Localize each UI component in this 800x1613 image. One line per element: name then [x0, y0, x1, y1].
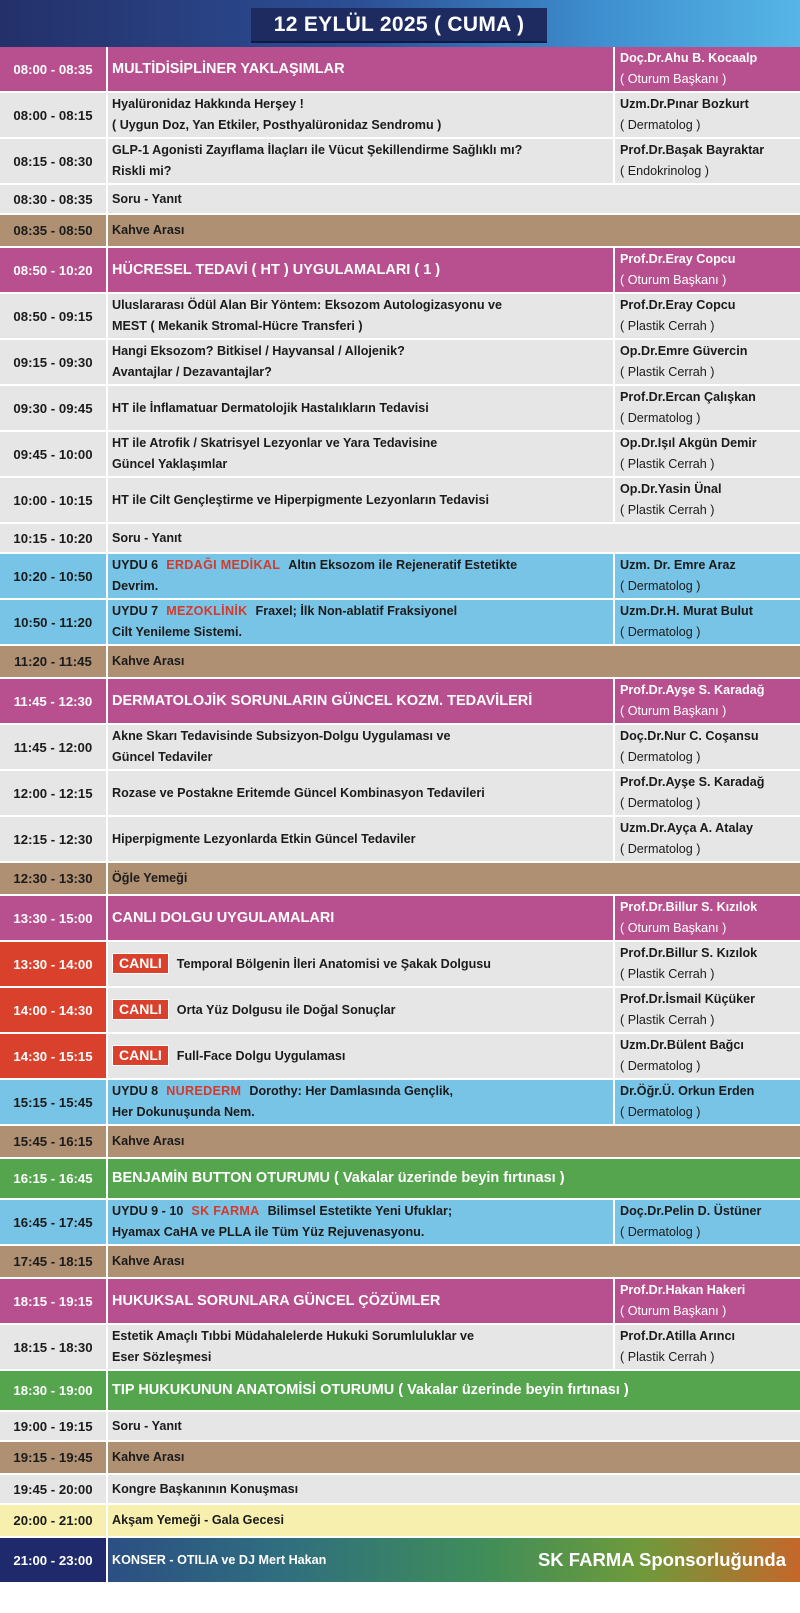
topic — [108, 432, 613, 476]
speaker — [615, 679, 800, 723]
topic-text: Soru - Yanıt — [112, 191, 182, 206]
speaker-name: Prof.Dr.Billur S. Kızılok — [620, 946, 758, 960]
sponsor-brand: SK FARMA — [191, 1204, 260, 1218]
topic-text: Güncel Yaklaşımlar — [112, 457, 228, 471]
topic — [108, 340, 613, 384]
time-slot: 14:30 - 15:15 — [0, 1034, 106, 1078]
topic-line — [112, 726, 613, 747]
speaker-role: ( Dermatolog ) — [620, 579, 701, 593]
topic-text: Orta Yüz Dolgusu ile Doğal Sonuçlar — [176, 1003, 396, 1017]
topic — [108, 1246, 800, 1277]
topic-text: Kahve Arası — [112, 223, 185, 237]
time-slot: 12:00 - 12:15 — [13, 785, 93, 801]
speaker — [615, 139, 800, 183]
time-slot: 08:00 - 08:15 — [13, 107, 93, 123]
schedule-row-break — [0, 863, 800, 896]
time-slot: 08:50 - 09:15 — [13, 308, 93, 324]
speaker-role: ( Endokrinolog ) — [620, 164, 709, 178]
live-badge: CANLI — [112, 1045, 169, 1066]
topic-text: TIP HUKUKUNUN ANATOMİSİ OTURUMU ( Vakalar üzerinde beyin fırtınası ) — [112, 1382, 629, 1398]
schedule-row-talk — [0, 478, 800, 524]
topic-text: HÜCRESEL TEDAVİ ( HT ) UYGULAMALARI ( 1 ) — [112, 261, 441, 278]
topic — [108, 1442, 800, 1473]
topic-text: Akne Skarı Tedavisinde Subsizyon-Dolgu Uygulaması ve — [112, 729, 451, 743]
speaker — [615, 294, 800, 338]
schedule-row-green — [0, 1159, 800, 1200]
schedule-row-talk — [0, 1325, 800, 1371]
topic-line — [112, 1131, 800, 1152]
topic — [108, 1325, 613, 1369]
speaker-name: Uzm.Dr.H. Murat Bulut — [620, 604, 753, 618]
speaker — [615, 554, 800, 598]
topic-text: Kahve Arası — [112, 654, 185, 668]
schedule-row-talk — [0, 432, 800, 478]
topic — [108, 1200, 613, 1244]
topic-text: Avantajlar / Dezavantajlar? — [112, 365, 272, 379]
topic — [108, 942, 613, 986]
time-slot: 10:15 - 10:20 — [13, 530, 93, 546]
speaker-role: ( Plastik Cerrah ) — [620, 1350, 715, 1364]
time-slot: 18:30 - 19:00 — [13, 1383, 93, 1398]
topic — [108, 1126, 800, 1157]
topic-line — [112, 999, 613, 1021]
speaker-name: Prof.Dr.Atilla Arıncı — [620, 1329, 735, 1343]
schedule-row-talk — [0, 340, 800, 386]
topic — [108, 139, 613, 183]
speaker — [615, 432, 800, 476]
topic — [108, 215, 800, 246]
time-slot: 15:15 - 15:45 — [13, 1094, 93, 1110]
topic-line — [112, 1416, 800, 1437]
speaker-name: Uzm. Dr. Emre Araz — [620, 558, 736, 572]
speaker-name: Prof.Dr.Billur S. Kızılok — [620, 900, 758, 914]
sponsor-brand: NUREDERM — [166, 1084, 242, 1098]
topic — [108, 524, 800, 552]
topic-text: HT ile Cilt Gençleştirme ve Hiperpigmente Lezyonların Tedavisi — [112, 492, 489, 507]
time-slot: 10:20 - 10:50 — [13, 568, 93, 584]
topic — [108, 1080, 613, 1124]
time-slot: 11:45 - 12:00 — [13, 739, 93, 755]
topic-text: Fraxel; İlk Non-ablatif Fraksiyonel — [255, 604, 458, 618]
time-slot: 12:15 - 12:30 — [13, 831, 93, 847]
time-slot: 19:15 - 19:45 — [13, 1450, 93, 1465]
time-slot: 18:15 - 19:15 — [13, 1293, 93, 1309]
topic-line — [112, 1347, 613, 1368]
schedule-row-break — [0, 1246, 800, 1279]
topic-line — [112, 454, 613, 475]
schedule-row-talk — [0, 386, 800, 432]
topic — [108, 294, 613, 338]
time-slot: 08:35 - 08:50 — [13, 223, 93, 238]
speaker-name: Uzm.Dr.Ayça A. Atalay — [620, 821, 753, 835]
concert-sponsor: SK FARMA Sponsorluğunda — [537, 1549, 786, 1570]
topic-text: BENJAMİN BUTTON OTURUMU ( Vakalar üzerinde beyin fırtınası ) — [112, 1170, 565, 1186]
speaker-role: ( Dermatolog ) — [620, 796, 701, 810]
speaker-name: Prof.Dr.Eray Copcu — [620, 298, 736, 312]
topic-line — [112, 601, 613, 622]
speaker-role: ( Dermatolog ) — [620, 411, 701, 425]
topic-text: Akşam Yemeği - Gala Gecesi — [112, 1513, 284, 1527]
topic-line — [112, 528, 800, 549]
schedule-row-session — [0, 248, 800, 294]
satellite-label: UYDU 9 - 10 — [112, 1204, 184, 1218]
schedule-row-talk — [0, 817, 800, 863]
topic-text: Hiperpigmente Lezyonlarda Etkin Güncel Tedaviler — [112, 831, 416, 846]
time-slot: 20:00 - 21:00 — [13, 1513, 93, 1528]
schedule-row-talk — [0, 93, 800, 139]
topic-line — [112, 316, 613, 337]
speaker-name: Uzm.Dr.Pınar Bozkurt — [620, 97, 749, 111]
topic — [108, 386, 613, 430]
time-slot: 09:30 - 09:45 — [13, 400, 93, 416]
speaker-role: ( Plastik Cerrah ) — [620, 457, 715, 471]
speaker-role: ( Dermatolog ) — [620, 625, 701, 639]
topic-line — [112, 1251, 800, 1272]
time-slot: 08:15 - 08:30 — [13, 153, 93, 169]
topic-line — [112, 1081, 613, 1102]
speaker-role: ( Dermatolog ) — [620, 1105, 701, 1119]
time-slot: 17:45 - 18:15 — [13, 1254, 93, 1269]
time-slot: 08:00 - 08:35 — [13, 61, 93, 77]
topic-text: Öğle Yemeği — [112, 871, 188, 885]
topic-text: HT ile İnflamatuar Dermatolojik Hastalıkların Tedavisi — [112, 400, 429, 415]
speaker-role: ( Oturum Başkanı ) — [620, 704, 727, 718]
satellite-label: UYDU 7 — [112, 604, 159, 618]
time-slot: 16:45 - 17:45 — [13, 1214, 93, 1230]
time-slot: 13:30 - 14:00 — [0, 942, 106, 986]
topic-line — [112, 59, 613, 80]
topic — [108, 478, 613, 522]
topic-line — [112, 94, 613, 115]
speaker — [615, 817, 800, 861]
topic — [108, 1279, 613, 1323]
time-slot: 16:15 - 16:45 — [13, 1171, 93, 1186]
topic-text: Hyalüronidaz Hakkında Herşey ! — [112, 97, 304, 111]
schedule-row-break — [0, 1126, 800, 1159]
topic-text: Kahve Arası — [112, 1134, 185, 1148]
speaker — [615, 47, 800, 91]
schedule-row-satellite — [0, 1200, 800, 1246]
sponsor-brand: ERDAĞI MEDİKAL — [166, 558, 281, 572]
schedule-row-talk — [0, 725, 800, 771]
speaker — [615, 340, 800, 384]
topic-text: Cilt Yenileme Sistemi. — [112, 625, 242, 639]
topic-line — [112, 868, 800, 889]
speaker-role: ( Oturum Başkanı ) — [620, 72, 727, 86]
topic-text: KONSER - OTILIA ve DJ Mert Hakan — [112, 1552, 327, 1567]
topic-text: Dorothy: Her Damlasında Gençlik, — [249, 1084, 454, 1098]
speaker-role: ( Dermatolog ) — [620, 750, 701, 764]
topic-line — [112, 555, 613, 576]
topic-text: ( Uygun Doz, Yan Etkiler, Posthyalüronidaz Sendromu ) — [112, 118, 442, 132]
speaker-name: Doç.Dr.Pelin D. Üstüner — [620, 1204, 762, 1218]
topic-line — [112, 115, 613, 136]
topic-text: Hyamax CaHA ve PLLA ile Tüm Yüz Rejuvenasyonu. — [112, 1225, 425, 1239]
schedule-row-yellow — [0, 1505, 800, 1538]
schedule-row-break — [0, 646, 800, 679]
topic-line — [112, 651, 800, 672]
topic — [108, 1412, 800, 1440]
topic-line — [112, 829, 613, 850]
topic-line — [112, 220, 800, 241]
topic-line — [112, 1380, 800, 1401]
topic-line — [112, 341, 613, 362]
topic-line — [112, 398, 613, 419]
topic-line — [112, 908, 613, 929]
schedule-row-break — [0, 215, 800, 248]
topic — [108, 554, 613, 598]
speaker-name: Doç.Dr.Nur C. Coşansu — [620, 729, 759, 743]
topic-line — [112, 1447, 800, 1468]
topic — [108, 988, 613, 1032]
topic-text: Soru - Yanıt — [112, 1418, 182, 1433]
speaker — [615, 896, 800, 940]
topic — [108, 679, 613, 723]
topic-line — [112, 362, 613, 383]
satellite-label: UYDU 6 — [112, 558, 159, 572]
topic — [108, 725, 613, 769]
speaker — [615, 1279, 800, 1323]
time-slot: 19:45 - 20:00 — [13, 1481, 93, 1497]
time-slot: 12:30 - 13:30 — [13, 871, 93, 886]
topic-line — [112, 1045, 613, 1067]
speaker — [615, 1200, 800, 1244]
speaker — [615, 600, 800, 644]
topic-text: Eser Sözleşmesi — [112, 1350, 212, 1364]
schedule-row-talk — [0, 771, 800, 817]
topic-line — [112, 1479, 800, 1500]
topic — [108, 93, 613, 137]
speaker — [615, 1325, 800, 1369]
topic-line — [112, 1201, 613, 1222]
topic-text: DERMATOLOJİK SORUNLARIN GÜNCEL KOZM. TEDAVİLERİ — [112, 692, 533, 709]
time-slot: 11:45 - 12:30 — [13, 693, 93, 709]
speaker-role: ( Dermatolog ) — [620, 118, 701, 132]
schedule-row-break — [0, 1442, 800, 1475]
topic — [108, 896, 613, 940]
topic-line — [112, 433, 613, 454]
speaker-role: ( Oturum Başkanı ) — [620, 273, 727, 287]
schedule-row-session — [0, 47, 800, 93]
topic — [108, 817, 613, 861]
time-slot: 09:15 - 09:30 — [13, 354, 93, 370]
topic-line — [112, 1222, 613, 1243]
topic-line — [112, 783, 613, 804]
live-badge: CANLI — [112, 953, 169, 974]
topic — [108, 863, 800, 894]
speaker — [615, 248, 800, 292]
time-slot: 13:30 - 15:00 — [13, 910, 93, 926]
topic-text: Temporal Bölgenin İleri Anatomisi ve Şakak Dolgusu — [176, 957, 491, 971]
topic-text: Bilimsel Estetikte Yeni Ufuklar; — [267, 1204, 453, 1218]
time-slot: 09:45 - 10:00 — [13, 446, 93, 462]
topic-text: HT ile Atrofik / Skatrisyel Lezyonlar ve Yara Tedavisine — [112, 436, 438, 450]
speaker-name: Uzm.Dr.Bülent Bağcı — [620, 1038, 744, 1052]
speaker-role: ( Dermatolog ) — [620, 842, 701, 856]
topic-text: Kahve Arası — [112, 1450, 185, 1464]
schedule-row-session — [0, 679, 800, 725]
speaker-name: Prof.Dr.Eray Copcu — [620, 252, 736, 266]
speaker — [615, 1080, 800, 1124]
schedule-row-live — [0, 942, 800, 988]
topic-line — [112, 953, 613, 975]
schedule-row-talk — [0, 294, 800, 340]
topic-text: Rozase ve Postakne Eritemde Güncel Kombinasyon Tedavileri — [112, 785, 485, 800]
topic-text: Uluslararası Ödül Alan Bir Yöntem: Eksozom Autologizasyonu ve — [112, 298, 503, 312]
topic-line — [112, 161, 613, 182]
topic-text: Devrim. — [112, 579, 159, 593]
speaker-role: ( Oturum Başkanı ) — [620, 1304, 727, 1318]
schedule-row-talk — [0, 185, 800, 215]
time-slot: 10:50 - 11:20 — [13, 614, 93, 630]
schedule-row-session — [0, 1279, 800, 1325]
topic — [108, 771, 613, 815]
time-slot: 18:15 - 18:30 — [13, 1339, 93, 1355]
time-slot: 08:50 - 10:20 — [13, 262, 93, 278]
speaker — [615, 988, 800, 1032]
topic-text: MEST ( Mekanik Stromal-Hücre Transferi ) — [112, 319, 363, 333]
topic-text: Full-Face Dolgu Uygulaması — [176, 1049, 346, 1063]
speaker-role: ( Plastik Cerrah ) — [620, 365, 715, 379]
speaker-name: Doç.Dr.Ahu B. Kocaalp — [620, 51, 758, 65]
topic-line — [112, 1291, 613, 1312]
topic-line — [112, 1510, 800, 1531]
speaker-role: ( Dermatolog ) — [620, 1225, 701, 1239]
schedule-row-talk — [0, 1412, 800, 1442]
topic-line — [112, 747, 613, 768]
topic-line — [112, 295, 613, 316]
schedule-row-satellite — [0, 554, 800, 600]
topic — [108, 1159, 800, 1198]
speaker-name: Op.Dr.Işıl Akgün Demir — [620, 436, 757, 450]
speaker — [615, 386, 800, 430]
speaker-role: ( Dermatolog ) — [620, 1059, 701, 1073]
topic — [108, 1034, 613, 1078]
speaker-name: Prof.Dr.Başak Bayraktar — [620, 143, 765, 157]
speaker-role: ( Plastik Cerrah ) — [620, 503, 715, 517]
topic-text: Soru - Yanıt — [112, 530, 182, 545]
speaker — [615, 93, 800, 137]
speaker — [615, 725, 800, 769]
speaker — [615, 478, 800, 522]
topic-line — [112, 1102, 613, 1123]
topic — [108, 600, 613, 644]
topic-text: Hangi Eksozom? Bitkisel / Hayvansal / Allojenik? — [112, 344, 405, 358]
schedule-row-live — [0, 988, 800, 1034]
topic-text: Riskli mi? — [112, 164, 172, 178]
topic-text: Kahve Arası — [112, 1254, 185, 1268]
speaker-role: ( Plastik Cerrah ) — [620, 967, 715, 981]
topic — [108, 185, 800, 213]
topic — [108, 1371, 800, 1410]
topic-text: CANLI DOLGU UYGULAMALARI — [112, 909, 335, 926]
topic-text: Altın Eksozom ile Rejeneratif Estetikte — [288, 558, 518, 572]
live-badge: CANLI — [112, 999, 169, 1020]
schedule-row-concert — [0, 1538, 800, 1584]
schedule-row-talk — [0, 1475, 800, 1505]
schedule-row-live — [0, 1034, 800, 1080]
topic — [108, 1505, 800, 1536]
topic-text: Her Dokunuşunda Nem. — [112, 1105, 255, 1119]
schedule-row-green — [0, 1371, 800, 1412]
speaker — [615, 771, 800, 815]
schedule-row-session — [0, 896, 800, 942]
topic-text: GLP-1 Agonisti Zayıflama İlaçları ile Vücut Şekillendirme Sağlıklı mı? — [112, 143, 523, 157]
sponsor-brand: MEZOKLİNİK — [166, 604, 248, 618]
satellite-label: UYDU 8 — [112, 1084, 159, 1098]
schedule-row-satellite — [0, 1080, 800, 1126]
time-slot: 10:00 - 10:15 — [13, 492, 93, 508]
topic-line — [112, 260, 613, 281]
topic-line — [112, 189, 800, 210]
speaker-role: ( Plastik Cerrah ) — [620, 1013, 715, 1027]
speaker — [615, 942, 800, 986]
topic — [108, 646, 800, 677]
topic-text: Kongre Başkanının Konuşması — [112, 1481, 299, 1496]
speaker-name: Prof.Dr.Ayşe S. Karadağ — [620, 775, 765, 789]
page-title: 12 EYLÜL 2025 ( CUMA ) — [251, 8, 547, 43]
topic-line — [112, 490, 613, 511]
topic-line — [112, 691, 613, 712]
speaker-name: Op.Dr.Emre Güvercin — [620, 344, 748, 358]
speaker-name: Prof.Dr.Ayşe S. Karadağ — [620, 683, 765, 697]
schedule-row-talk — [0, 524, 800, 554]
schedule-row-talk — [0, 139, 800, 185]
time-slot: 14:00 - 14:30 — [0, 988, 106, 1032]
time-slot: 08:30 - 08:35 — [13, 191, 93, 207]
topic-line — [112, 140, 613, 161]
schedule-row-satellite — [0, 600, 800, 646]
page-header — [0, 0, 800, 47]
topic — [108, 1475, 800, 1503]
topic-line — [112, 576, 613, 597]
time-slot: 19:00 - 19:15 — [13, 1418, 93, 1434]
topic-text: Güncel Tedaviler — [112, 750, 213, 764]
time-slot: 21:00 - 23:00 — [0, 1538, 106, 1582]
topic-text: HUKUKSAL SORUNLARA GÜNCEL ÇÖZÜMLER — [112, 1292, 441, 1309]
speaker-name: Prof.Dr.Ercan Çalışkan — [620, 390, 756, 404]
speaker-role: ( Oturum Başkanı ) — [620, 921, 727, 935]
speaker-name: Prof.Dr.Hakan Hakeri — [620, 1283, 746, 1297]
speaker-name: Dr.Öğr.Ü. Orkun Erden — [620, 1084, 755, 1098]
time-slot: 15:45 - 16:15 — [13, 1134, 93, 1149]
topic-line — [112, 1326, 613, 1347]
speaker-role: ( Plastik Cerrah ) — [620, 319, 715, 333]
topic-line — [112, 622, 613, 643]
topic — [108, 248, 613, 292]
speaker-name: Op.Dr.Yasin Ünal — [620, 482, 722, 496]
speaker — [615, 1034, 800, 1078]
topic-text: MULTİDİSİPLİNER YAKLAŞIMLAR — [112, 60, 345, 77]
topic — [108, 47, 613, 91]
speaker-name: Prof.Dr.İsmail Küçüker — [620, 992, 756, 1006]
topic-line — [112, 1168, 800, 1189]
topic-text: Estetik Amaçlı Tıbbi Müdahalelerde Hukuki Sorumluluklar ve — [112, 1329, 475, 1343]
time-slot: 11:20 - 11:45 — [14, 654, 92, 669]
